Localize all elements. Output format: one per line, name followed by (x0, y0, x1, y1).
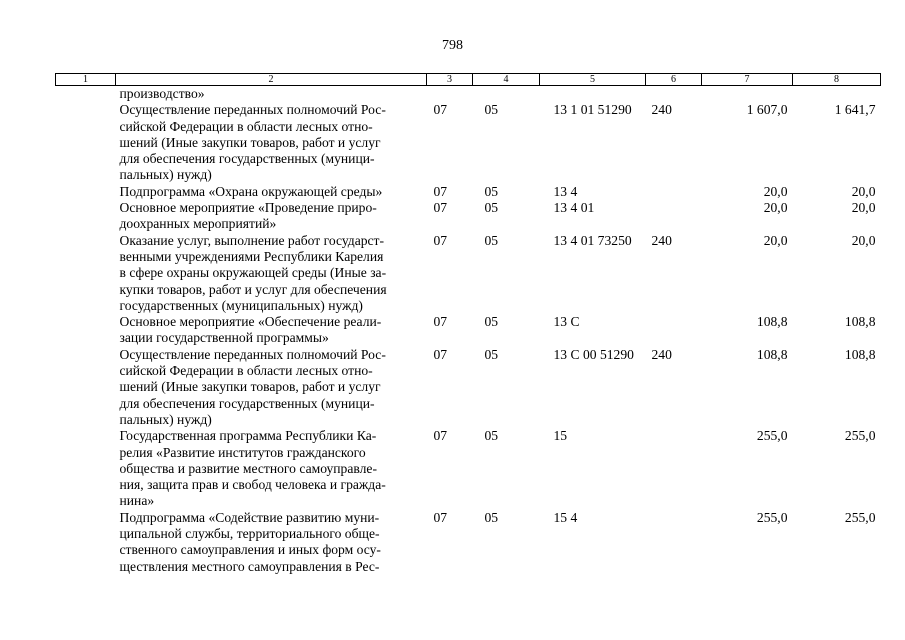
column-header: 5 (540, 74, 646, 86)
subsection-code: 05 (484, 509, 499, 525)
item-name-line: пальных) нужд) (119, 411, 212, 427)
target-article-code: 15 4 (553, 509, 578, 525)
row-number-cell (56, 428, 116, 509)
table-row (56, 102, 881, 183)
row-number-cell (56, 102, 116, 183)
item-name-line: сийской Федерации в области лесных отно- (119, 363, 373, 379)
amount-year-2: 20,0 (851, 200, 876, 216)
item-name-line: Осуществление переданных полномочий Рос- (119, 102, 386, 118)
item-name-line: для обеспечения государственных (муници- (119, 151, 375, 167)
item-name-line: ществления местного самоуправления в Рес- (119, 558, 380, 574)
subsection-code: 05 (484, 346, 499, 362)
subsection-code: 05 (484, 102, 499, 118)
item-name-line: Оказание услуг, выполнение работ государст- (119, 232, 385, 248)
budget-table (55, 73, 881, 575)
table-row (56, 428, 881, 509)
column-header: 3 (427, 74, 473, 86)
item-name-line: производство» (119, 86, 205, 101)
item-name-line: ния, защита прав и свобод человека и гражда- (119, 477, 386, 493)
column-number-header (56, 74, 881, 86)
item-name-line: государственных (муниципальных) нужд) (119, 297, 363, 313)
row-number-cell (56, 510, 116, 575)
subsection-code: 05 (484, 428, 499, 444)
section-code: 07 (433, 314, 448, 330)
expense-type-code: 240 (651, 346, 672, 362)
item-name-line: Основное мероприятие «Обеспечение реали- (119, 314, 382, 330)
expense-type-code: 240 (651, 232, 672, 248)
section-code: 07 (433, 102, 448, 118)
target-article-code: 15 (553, 428, 568, 444)
table-row (56, 184, 881, 200)
item-name (116, 233, 427, 314)
expense-type-code (646, 510, 702, 575)
column-header: 7 (702, 74, 793, 86)
row-number-cell (56, 347, 116, 428)
table-row (56, 233, 881, 314)
amount-year-2: 20,0 (851, 183, 876, 199)
amount-year-1: 255,0 (756, 509, 788, 525)
row-number-cell (56, 200, 116, 233)
item-name-line: пальных) нужд) (119, 167, 212, 183)
target-article-code: 13 4 (553, 183, 578, 199)
target-article-code: 13 С 00 51290 (553, 346, 634, 362)
expense-type-code (646, 200, 702, 233)
item-name-line: релия «Развитие институтов гражданского (119, 444, 366, 460)
item-name-line: для обеспечения государственных (муници- (119, 395, 375, 411)
amount-year-1: 1 607,0 (746, 102, 788, 118)
item-name (116, 200, 427, 233)
item-name (116, 510, 427, 575)
expense-type-code (646, 314, 702, 347)
item-name-line: ственного самоуправления и иных форм осу- (119, 542, 381, 558)
section-code: 07 (433, 428, 448, 444)
amount-year-1 (702, 86, 793, 103)
target-article-code: 13 С (553, 314, 580, 330)
item-name (116, 184, 427, 200)
amount-year-1: 20,0 (763, 200, 788, 216)
item-name-line: ципальной службы, территориального обще- (119, 526, 380, 542)
item-name-line: Осуществление переданных полномочий Рос- (119, 346, 386, 362)
item-name (116, 102, 427, 183)
amount-year-2: 255,0 (844, 428, 876, 444)
table-row (56, 200, 881, 233)
table-row (56, 347, 881, 428)
budget-table-body (56, 86, 881, 575)
amount-year-2: 20,0 (851, 232, 876, 248)
page-number: 798 (442, 38, 463, 53)
item-name (116, 347, 427, 428)
section-code: 07 (433, 232, 448, 248)
column-header: 8 (793, 74, 881, 86)
amount-year-1: 20,0 (763, 232, 788, 248)
section-code: 07 (433, 509, 448, 525)
item-name-line: Государственная программа Республики Ка- (119, 428, 377, 444)
amount-year-1: 108,8 (756, 346, 788, 362)
target-article-code (540, 86, 646, 103)
target-article-code: 13 1 01 51290 (553, 102, 632, 118)
section-code: 07 (433, 200, 448, 216)
item-name-line: Основное мероприятие «Проведение приро- (119, 200, 377, 216)
row-number-cell (56, 314, 116, 347)
item-name-line: зации государственной программы» (119, 330, 329, 346)
item-name (116, 86, 427, 103)
target-article-code: 13 4 01 73250 (553, 232, 632, 248)
subsection-code (473, 86, 540, 103)
section-code: 07 (433, 183, 448, 199)
item-name (116, 314, 427, 347)
section-code: 07 (433, 346, 448, 362)
subsection-code: 05 (484, 232, 499, 248)
item-name-line: нина» (119, 493, 155, 509)
amount-year-2: 255,0 (844, 509, 876, 525)
item-name-line: венными учреждениями Республики Карелия (119, 248, 384, 264)
amount-year-1: 255,0 (756, 428, 788, 444)
column-header: 6 (646, 74, 702, 86)
amount-year-2: 108,8 (844, 314, 876, 330)
item-name-line: Подпрограмма «Охрана окружающей среды» (119, 183, 383, 199)
item-name-line: сийской Федерации в области лесных отно- (119, 118, 373, 134)
expense-type-code (646, 428, 702, 509)
amount-year-2 (793, 86, 881, 103)
amount-year-1: 108,8 (756, 314, 788, 330)
column-header: 2 (116, 74, 427, 86)
subsection-code: 05 (484, 183, 499, 199)
row-number-cell (56, 233, 116, 314)
item-name (116, 428, 427, 509)
item-name-line: доохранных мероприятий» (119, 216, 277, 232)
item-name-line: Подпрограмма «Содействие развитию муни- (119, 509, 380, 525)
target-article-code: 13 4 01 (553, 200, 595, 216)
subsection-code: 05 (484, 314, 499, 330)
column-header: 1 (56, 74, 116, 86)
amount-year-2: 108,8 (844, 346, 876, 362)
row-number-cell (56, 184, 116, 200)
column-header: 4 (473, 74, 540, 86)
item-name-line: шений (Иные закупки товаров, работ и услуг (119, 134, 381, 150)
amount-year-2: 1 641,7 (834, 102, 876, 118)
expense-type-code (646, 86, 702, 103)
item-name-line: купки товаров, работ и услуг для обеспечения (119, 281, 387, 297)
item-name-line: в сфере охраны окружающей среды (Иные за- (119, 265, 387, 281)
item-name-line: шений (Иные закупки товаров, работ и услуг (119, 379, 381, 395)
amount-year-1: 20,0 (763, 183, 788, 199)
expense-type-code (646, 184, 702, 200)
expense-type-code: 240 (651, 102, 672, 118)
section-code (427, 86, 473, 103)
table-row (56, 510, 881, 575)
subsection-code: 05 (484, 200, 499, 216)
table-row (56, 314, 881, 347)
item-name-line: общества и развитие местного самоуправле- (119, 460, 377, 476)
row-number-cell (56, 86, 116, 103)
table-row (56, 86, 881, 103)
